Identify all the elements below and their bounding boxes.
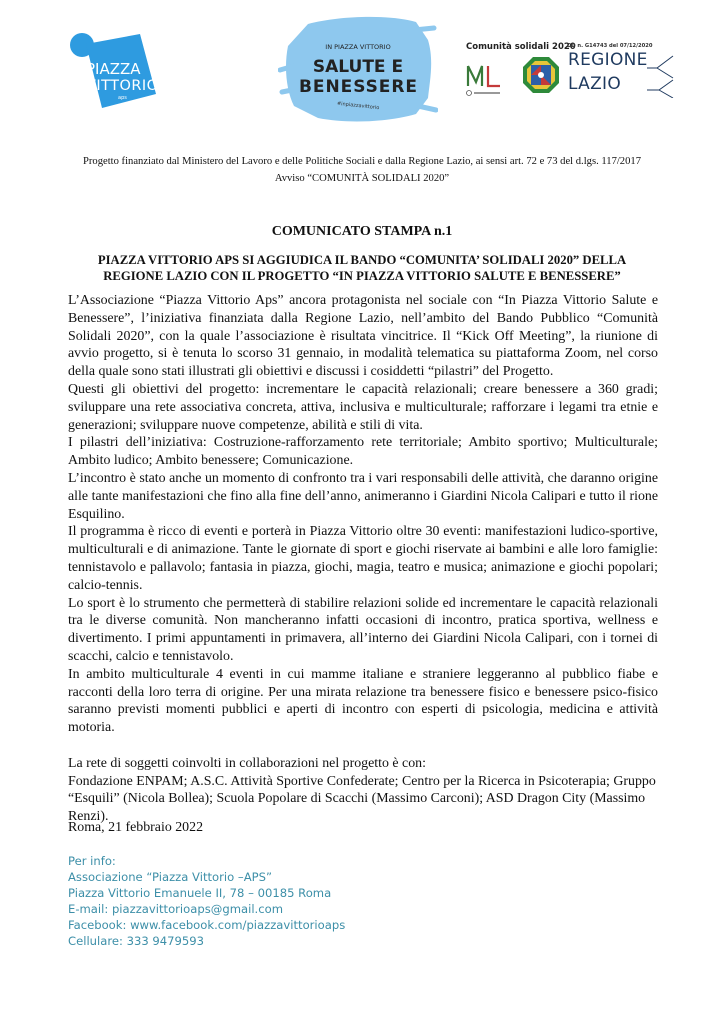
body-paragraph: Lo sport è lo strumento che permetterà di stabilire relazioni solide ed incrementare le capacità relazionali tra le diverse comunità. Non mancheranno infatti occasioni di incontro, pratica sportiva, wellness e divertimento. I primi appuntamenti in primavera, all’interno dei Giardini Nicola Calipari, con i tornei di scacchi, calcio e tennistavolo. [68, 595, 658, 664]
salute-benessere-logo [278, 10, 438, 128]
regione-lazio-emblem-icon [522, 56, 560, 94]
logo-text-hashtag: #inpiazzavittorio [336, 100, 380, 112]
ministry-labour-logo-icon [464, 58, 504, 98]
logo-text-benessere: BENESSERE [299, 77, 417, 97]
brush-stroke-logo-icon [278, 10, 438, 128]
body-paragraph: L’Associazione “Piazza Vittorio Aps” ancora protagonista nel sociale con “In Piazza Vittorio Salute e Benessere”, l’iniziativa finanziata dalla Regione Lazio, nell’ambito del Bando Pubblico “Comunità Solidali 2020”, con la quale l’associazione è risultata vincitrice. Il “Kick Off Meeting”, la riunione di avvio progetto, si è tenuta lo scorso 31 gennaio, in modalità telematica su piattaforma Zoom, nel corso della quale sono stati illustrati gli obiettivi e discussi i cosiddetti “pilastri” del Progetto. [68, 293, 658, 380]
logo-text-vittorio: VITTORIO [86, 78, 158, 94]
body-paragraph: Il programma è ricco di eventi e porterà in Piazza Vittorio oltre 30 eventi: manifestazioni ludico-sportive, multiculturali e di animazione. Tante le giornate di sport e giochi riservate ai bambini e alle loro famiglie: tennistavolo e pallavolo; fantasia in piazza, giochi, magia, teatro e musica; animazione e giochi popolari; calcio-tennis. [68, 524, 658, 593]
comunita-solidali-logos [460, 42, 680, 104]
network-intro: La rete di soggetti coinvolti in collaborazioni nel progetto è con: [68, 755, 426, 771]
body-paragraph: Questi gli obiettivi del progetto: incrementare le capacità relazionali; creare benessere a 360 gradi; sviluppare una rete associativa concreta, attiva, inclusiva e multiculturale; rafforzare i legami tra etnie e generazioni; sviluppare nuove competenze, abilità e stili di vita. [68, 381, 658, 433]
contact-email[interactable]: E-mail: piazzavittorioaps@gmail.com [68, 902, 283, 916]
press-release-body [68, 292, 658, 826]
regione-lazio-logo [565, 52, 675, 100]
decree-reference: DD n. G14743 del 07/12/2020 [567, 43, 653, 49]
regione-lazio-chevron-icon [647, 54, 675, 98]
comunita-solidali-title: Comunità solidali 2020 [466, 42, 576, 52]
contact-phone: Cellulare: 333 9479593 [68, 934, 205, 948]
body-paragraph: I pilastri dell’iniziativa: Costruzione-rafforzamento rete territoriale; Ambito sportivo; Multiculturale; Ambito ludico; Ambito benessere; Comunicazione. [68, 435, 658, 469]
release-date: Roma, 21 febbraio 2022 [68, 820, 204, 835]
press-release-title: COMUNICATO STAMPA n.1 [271, 224, 453, 239]
regione-text: REGIONE [568, 50, 648, 70]
contact-label: Per info: [68, 854, 116, 868]
contact-association: Associazione “Piazza Vittorio –APS” [68, 870, 272, 884]
piazza-vittorio-logo-icon [68, 30, 158, 112]
body-paragraph: In ambito multiculturale 4 eventi in cui mamme italiane e straniere leggeranno al pubblico fiabe e racconti della loro terra di origine. Per una mirata relazione tra benessere fisico e benessere psico-fisico saranno previsti momenti pubblici e aperti di incontro con esperti di psicologia, medicina e attività motoria. [68, 666, 658, 736]
contact-address: Piazza Vittorio Emanuele II, 78 – 00185 Roma [68, 886, 332, 900]
logo-text-piazza: PIAZZA [86, 60, 141, 78]
funding-statement: Progetto finanziato dal Ministero del Lavoro e delle Politiche Sociali e dalla Regione Lazio, ai sensi art. 72 e 73 del d.lgs. 117/2017 [83, 156, 641, 167]
logo-text-in-piazza: IN PIAZZA VITTORIO [325, 43, 391, 51]
paragraph-spacer [68, 737, 658, 755]
contact-info [68, 853, 345, 949]
logo-text-aps: aps [118, 95, 127, 101]
piazza-vittorio-logo [68, 30, 158, 112]
contact-facebook[interactable]: Facebook: www.facebook.com/piazzavittorioaps [68, 918, 346, 932]
lazio-text: LAZIO [568, 74, 622, 94]
logo-text-salute: SALUTE E [312, 57, 404, 77]
press-release-headline: PIAZZA VITTORIO APS SI AGGIUDICA IL BANDO “COMUNITA’ SOLIDALI 2020” DELLA REGIONE LAZIO CON IL PROGETTO “IN PIAZZA VITTORIO SALUTE E BENESSERE” [97, 253, 627, 283]
body-paragraph: L’incontro è stato anche un momento di confronto tra i vari responsabili delle attività, che daranno origine alle tante manifestazioni che fino alla fine dell’anno, animeranno i Giardini Nicola Calipari e tutto il rione Esquilino. [68, 470, 658, 522]
funding-notice: Avviso “COMUNITÀ SOLIDALI 2020” [274, 173, 450, 184]
network-partners: Fondazione ENPAM; A.S.C. Attività Sportive Confederate; Centro per la Ricerca in Psicoterapia; Gruppo “Esquili” (Nicola Bollea); Scuola Popolare di Scacchi (Massimo Carconi); ASD Dragon City (Massimo Renzi). [68, 773, 656, 825]
